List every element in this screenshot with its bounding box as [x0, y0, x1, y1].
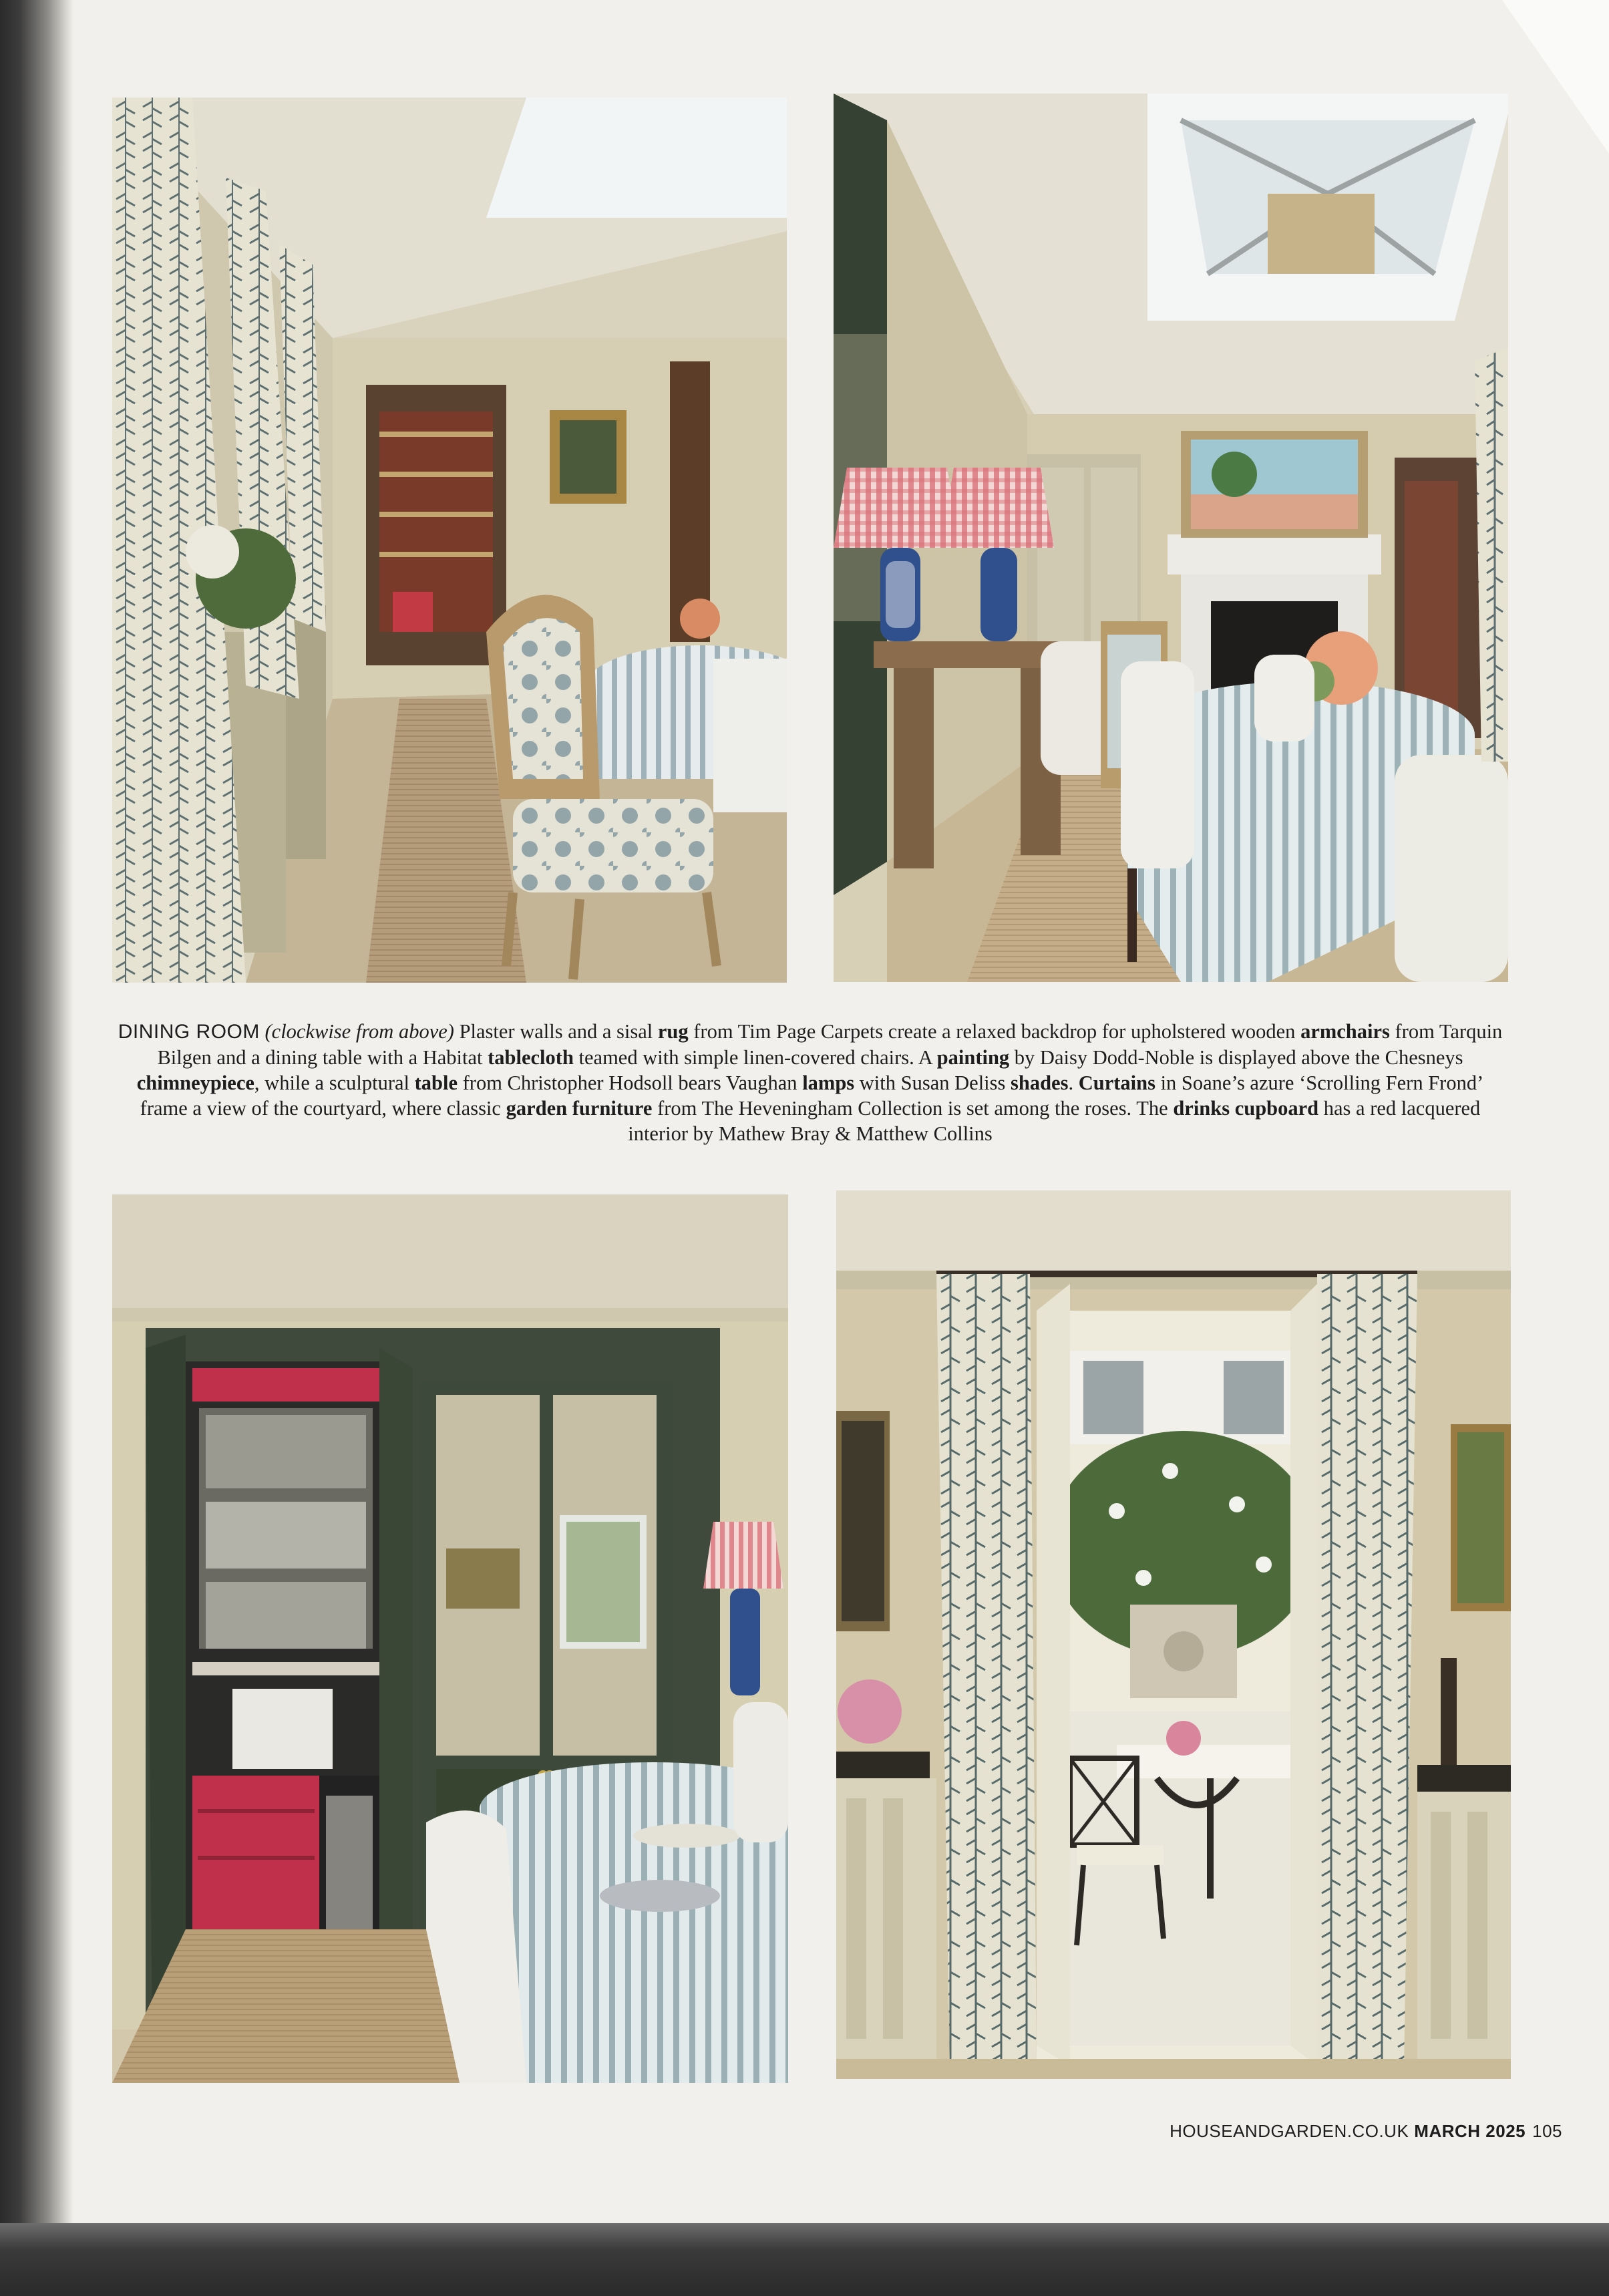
caption-keyword: tablecloth — [488, 1046, 574, 1069]
caption-keyword: rug — [657, 1020, 689, 1043]
folio-page-number: 105 — [1532, 2121, 1562, 2141]
photo-drinks-cupboard — [112, 1194, 788, 2083]
caption-direction-note: (clockwise from above) — [264, 1020, 454, 1043]
caption-text: has a red lacquered interior by Mathew Bray & Matthew Collins — [628, 1097, 1481, 1145]
caption-keyword: garden furniture — [506, 1097, 653, 1120]
caption-text: with Susan Deliss — [854, 1072, 1011, 1094]
caption-text: teamed with simple linen-covered chairs. A — [573, 1046, 937, 1069]
caption-text: from Tim Page Carpets create a relaxed backdrop for upholstered wooden — [688, 1020, 1301, 1043]
page-folio — [1170, 2121, 1562, 2142]
page-corner — [1502, 0, 1609, 154]
caption-keyword: table — [414, 1072, 458, 1094]
caption-keyword: drinks cupboard — [1173, 1097, 1319, 1120]
caption-text: by Daisy Dodd-Noble is displayed above the Chesneys — [1009, 1046, 1463, 1069]
caption-text: from Christopher Hodsoll bears Vaughan — [458, 1072, 803, 1094]
caption-keyword: lamps — [802, 1072, 855, 1094]
scan-edge — [0, 2223, 1609, 2296]
caption-text: Plaster walls and a sisal — [454, 1020, 658, 1043]
photo-courtyard-view — [836, 1190, 1511, 2079]
caption-text: . — [1068, 1072, 1079, 1094]
photo-caption — [112, 1019, 1508, 1146]
folio-site: HOUSEANDGARDEN.CO.UK — [1170, 2121, 1409, 2141]
caption-keyword: chimneypiece — [136, 1072, 254, 1094]
caption-text: , while a sculptural — [254, 1072, 415, 1094]
caption-keyword: shades — [1011, 1072, 1069, 1094]
photo-dining-room-chimneypiece — [834, 94, 1508, 982]
caption-room-label: DINING ROOM — [118, 1021, 260, 1043]
caption-keyword: Curtains — [1078, 1072, 1155, 1094]
caption-keyword: painting — [936, 1046, 1010, 1069]
binding-shadow — [0, 0, 73, 2296]
photo-dining-hallway — [112, 98, 787, 983]
caption-text: from The Heveningham Collection is set among the roses. The — [652, 1097, 1174, 1120]
caption-text: in Soane’s azure ‘Scrolling Fern Frond’ frame a view of the courtyard, where classic — [140, 1072, 1484, 1120]
caption-keyword: armchairs — [1300, 1020, 1390, 1043]
folio-issue: MARCH 2025 — [1414, 2121, 1526, 2141]
caption-text: from Tarquin Bilgen and a dining table with a Habitat — [157, 1020, 1503, 1069]
